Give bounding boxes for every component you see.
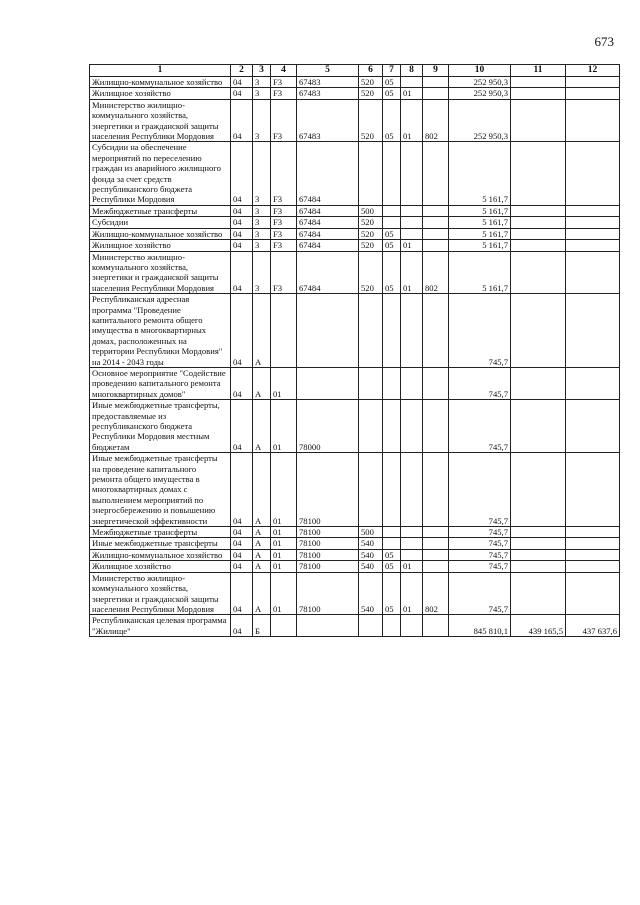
cell-col-5 — [297, 615, 359, 637]
cell-col-11 — [511, 240, 566, 251]
cell-col-5: 78100 — [297, 561, 359, 572]
cell-col-5: 78100 — [297, 453, 359, 527]
cell-col-11 — [511, 367, 566, 399]
cell-col-12 — [566, 88, 620, 99]
budget-table — [89, 64, 620, 637]
table-row — [90, 205, 620, 216]
cell-col-12 — [566, 453, 620, 527]
cell-col-2: 04 — [231, 205, 253, 216]
cell-col-2: 04 — [231, 251, 253, 294]
cell-col-7: 05 — [383, 549, 401, 560]
cell-col-3: 3 — [253, 99, 271, 142]
cell-col-5: 78100 — [297, 538, 359, 549]
cell-col-12 — [566, 142, 620, 205]
cell-col-12 — [566, 294, 620, 368]
cell-col-8 — [401, 367, 423, 399]
row-name-cell: Жилищное хозяйство — [90, 561, 231, 572]
table-row — [90, 228, 620, 239]
column-header-2: 2 — [231, 65, 253, 77]
cell-col-12 — [566, 217, 620, 228]
cell-col-3: А — [253, 294, 271, 368]
cell-col-12 — [566, 561, 620, 572]
cell-col-3: А — [253, 561, 271, 572]
cell-col-9 — [423, 615, 449, 637]
table-row — [90, 240, 620, 251]
row-name-cell: Министерство жилищно-коммунального хозяйства, энергетики и гражданской защиты населения Республики Мордовия — [90, 251, 231, 294]
cell-col-2: 04 — [231, 77, 253, 88]
cell-col-7: 05 — [383, 88, 401, 99]
cell-col-10: 252 950,3 — [449, 77, 511, 88]
row-name-cell: Иные межбюджетные трансферты — [90, 538, 231, 549]
cell-col-8: 01 — [401, 572, 423, 615]
table-row — [90, 400, 620, 453]
table-row — [90, 561, 620, 572]
table-row — [90, 142, 620, 205]
cell-col-11 — [511, 561, 566, 572]
cell-col-4: 01 — [271, 572, 297, 615]
cell-col-10: 845 810,1 — [449, 615, 511, 637]
cell-col-6: 520 — [359, 77, 383, 88]
cell-col-3: 3 — [253, 77, 271, 88]
cell-col-7: 05 — [383, 561, 401, 572]
cell-col-2: 04 — [231, 294, 253, 368]
row-name-cell: Основное мероприятие "Содействие проведению капитального ремонта многоквартирных домов" — [90, 367, 231, 399]
cell-col-10: 745,7 — [449, 527, 511, 538]
cell-col-8 — [401, 228, 423, 239]
cell-col-3: 3 — [253, 217, 271, 228]
cell-col-12 — [566, 538, 620, 549]
cell-col-11 — [511, 572, 566, 615]
table-row — [90, 367, 620, 399]
cell-col-5: 67483 — [297, 88, 359, 99]
cell-col-8 — [401, 77, 423, 88]
cell-col-9: 802 — [423, 99, 449, 142]
cell-col-2: 04 — [231, 549, 253, 560]
cell-col-4: F3 — [271, 88, 297, 99]
cell-col-10: 5 161,7 — [449, 205, 511, 216]
row-name-cell: Республиканская адресная программа "Проведение капитального ремонта общего имущества в многоквартирных домах, расположенных на территории Республики Мордовия" на 2014 - 2043 годы — [90, 294, 231, 368]
column-header-6: 6 — [359, 65, 383, 77]
cell-col-6 — [359, 615, 383, 637]
cell-col-2: 04 — [231, 240, 253, 251]
cell-col-6: 520 — [359, 217, 383, 228]
cell-col-8 — [401, 527, 423, 538]
column-header-9: 9 — [423, 65, 449, 77]
cell-col-10: 745,7 — [449, 572, 511, 615]
column-header-7: 7 — [383, 65, 401, 77]
table-row — [90, 88, 620, 99]
cell-col-11 — [511, 217, 566, 228]
cell-col-11 — [511, 251, 566, 294]
cell-col-5: 78100 — [297, 527, 359, 538]
cell-col-5: 67484 — [297, 240, 359, 251]
cell-col-11 — [511, 453, 566, 527]
row-name-cell: Министерство жилищно-коммунального хозяйства, энергетики и гражданской защиты населения Республики Мордовия — [90, 572, 231, 615]
row-name-cell: Иные межбюджетные трансферты на проведение капитального ремонта общего имущества в многоквартирных домах с выполнением мероприятий по энергосбережению и повышению энергетической эффективности — [90, 453, 231, 527]
cell-col-10: 745,7 — [449, 367, 511, 399]
cell-col-4: F3 — [271, 205, 297, 216]
table-row — [90, 527, 620, 538]
cell-col-7 — [383, 217, 401, 228]
cell-col-2: 04 — [231, 538, 253, 549]
cell-col-2: 04 — [231, 400, 253, 453]
cell-col-10: 745,7 — [449, 453, 511, 527]
row-name-cell: Жилищное хозяйство — [90, 240, 231, 251]
table-header-row — [90, 65, 620, 77]
cell-col-8: 01 — [401, 88, 423, 99]
cell-col-8: 01 — [401, 240, 423, 251]
cell-col-4: F3 — [271, 217, 297, 228]
cell-col-6: 520 — [359, 228, 383, 239]
cell-col-5: 67484 — [297, 217, 359, 228]
cell-col-5 — [297, 367, 359, 399]
cell-col-6 — [359, 400, 383, 453]
cell-col-2: 04 — [231, 615, 253, 637]
cell-col-12: 437 637,6 — [566, 615, 620, 637]
row-name-cell: Иные межбюджетные трансферты, предоставляемые из республиканского бюджета Республики Мордовия местным бюджетам — [90, 400, 231, 453]
cell-col-4 — [271, 615, 297, 637]
cell-col-6: 540 — [359, 561, 383, 572]
row-name-cell: Субсидии на обеспечение мероприятий по переселению граждан из аварийного жилищного фонда за счет средств республиканского бюджета Республики Мордовия — [90, 142, 231, 205]
cell-col-6 — [359, 367, 383, 399]
cell-col-4: F3 — [271, 228, 297, 239]
cell-col-9 — [423, 77, 449, 88]
cell-col-12 — [566, 400, 620, 453]
table-row — [90, 217, 620, 228]
cell-col-8 — [401, 549, 423, 560]
cell-col-9 — [423, 538, 449, 549]
cell-col-4: F3 — [271, 99, 297, 142]
row-name-cell: Жилищное хозяйство — [90, 88, 231, 99]
cell-col-7 — [383, 615, 401, 637]
cell-col-4: 01 — [271, 527, 297, 538]
cell-col-5: 78000 — [297, 400, 359, 453]
cell-col-8 — [401, 217, 423, 228]
cell-col-7: 05 — [383, 240, 401, 251]
table-row — [90, 453, 620, 527]
cell-col-8 — [401, 538, 423, 549]
cell-col-3: 3 — [253, 240, 271, 251]
cell-col-9 — [423, 205, 449, 216]
cell-col-7 — [383, 527, 401, 538]
table-row — [90, 572, 620, 615]
table-row — [90, 77, 620, 88]
cell-col-6: 540 — [359, 549, 383, 560]
cell-col-11: 439 165,5 — [511, 615, 566, 637]
cell-col-4: 01 — [271, 367, 297, 399]
cell-col-4: 01 — [271, 538, 297, 549]
cell-col-11 — [511, 538, 566, 549]
page-number: 673 — [594, 34, 614, 49]
cell-col-4: F3 — [271, 142, 297, 205]
cell-col-12 — [566, 367, 620, 399]
cell-col-3: А — [253, 572, 271, 615]
column-header-12: 12 — [566, 65, 620, 77]
cell-col-5: 78100 — [297, 549, 359, 560]
cell-col-4 — [271, 294, 297, 368]
cell-col-9 — [423, 294, 449, 368]
table-row — [90, 615, 620, 637]
cell-col-3: А — [253, 538, 271, 549]
cell-col-7: 05 — [383, 228, 401, 239]
column-header-4: 4 — [271, 65, 297, 77]
cell-col-4: 01 — [271, 400, 297, 453]
cell-col-9: 802 — [423, 251, 449, 294]
cell-col-12 — [566, 251, 620, 294]
cell-col-10: 252 950,3 — [449, 88, 511, 99]
cell-col-2: 04 — [231, 453, 253, 527]
cell-col-3: 3 — [253, 251, 271, 294]
cell-col-7 — [383, 294, 401, 368]
table-row — [90, 294, 620, 368]
row-name-cell: Жилищно-коммунальное хозяйство — [90, 549, 231, 560]
cell-col-10: 5 161,7 — [449, 251, 511, 294]
cell-col-7: 05 — [383, 572, 401, 615]
cell-col-11 — [511, 527, 566, 538]
cell-col-6 — [359, 294, 383, 368]
cell-col-2: 04 — [231, 88, 253, 99]
cell-col-7: 05 — [383, 99, 401, 142]
table-row — [90, 538, 620, 549]
row-name-cell: Межбюджетные трансферты — [90, 527, 231, 538]
cell-col-5: 78100 — [297, 572, 359, 615]
cell-col-12 — [566, 205, 620, 216]
column-header-10: 10 — [449, 65, 511, 77]
cell-col-5: 67484 — [297, 228, 359, 239]
cell-col-8 — [401, 453, 423, 527]
cell-col-2: 04 — [231, 228, 253, 239]
cell-col-9 — [423, 453, 449, 527]
cell-col-6: 500 — [359, 527, 383, 538]
cell-col-6: 520 — [359, 251, 383, 294]
cell-col-6 — [359, 142, 383, 205]
column-header-11: 11 — [511, 65, 566, 77]
cell-col-11 — [511, 294, 566, 368]
cell-col-3: А — [253, 400, 271, 453]
cell-col-10: 745,7 — [449, 400, 511, 453]
cell-col-11 — [511, 549, 566, 560]
cell-col-8 — [401, 294, 423, 368]
row-name-cell: Жилищно-коммунальное хозяйство — [90, 77, 231, 88]
cell-col-2: 04 — [231, 217, 253, 228]
cell-col-4: F3 — [271, 251, 297, 294]
cell-col-5: 67484 — [297, 205, 359, 216]
cell-col-12 — [566, 77, 620, 88]
cell-col-11 — [511, 205, 566, 216]
cell-col-6: 500 — [359, 205, 383, 216]
cell-col-10: 252 950,3 — [449, 99, 511, 142]
cell-col-7 — [383, 538, 401, 549]
cell-col-9 — [423, 228, 449, 239]
cell-col-11 — [511, 99, 566, 142]
column-header-3: 3 — [253, 65, 271, 77]
table-row — [90, 99, 620, 142]
row-name-cell: Министерство жилищно-коммунального хозяйства, энергетики и гражданской защиты населения Республики Мордовия — [90, 99, 231, 142]
cell-col-6: 520 — [359, 88, 383, 99]
table-row — [90, 549, 620, 560]
cell-col-7 — [383, 367, 401, 399]
cell-col-7: 05 — [383, 77, 401, 88]
cell-col-10: 745,7 — [449, 538, 511, 549]
cell-col-5: 67483 — [297, 77, 359, 88]
cell-col-9: 802 — [423, 572, 449, 615]
cell-col-5: 67484 — [297, 142, 359, 205]
cell-col-6: 540 — [359, 538, 383, 549]
cell-col-8: 01 — [401, 99, 423, 142]
row-name-cell: Жилищно-коммунальное хозяйство — [90, 228, 231, 239]
column-header-1: 1 — [90, 65, 231, 77]
cell-col-10: 5 161,7 — [449, 142, 511, 205]
cell-col-12 — [566, 572, 620, 615]
cell-col-3: Б — [253, 615, 271, 637]
table-row — [90, 251, 620, 294]
cell-col-3: 3 — [253, 228, 271, 239]
cell-col-10: 745,7 — [449, 549, 511, 560]
cell-col-8 — [401, 615, 423, 637]
cell-col-12 — [566, 99, 620, 142]
cell-col-2: 04 — [231, 561, 253, 572]
cell-col-9 — [423, 217, 449, 228]
cell-col-11 — [511, 77, 566, 88]
cell-col-2: 04 — [231, 527, 253, 538]
cell-col-5 — [297, 294, 359, 368]
row-name-cell: Субсидии — [90, 217, 231, 228]
cell-col-8 — [401, 142, 423, 205]
cell-col-8 — [401, 205, 423, 216]
cell-col-10: 5 161,7 — [449, 228, 511, 239]
cell-col-9 — [423, 88, 449, 99]
cell-col-7 — [383, 400, 401, 453]
cell-col-9 — [423, 142, 449, 205]
cell-col-8 — [401, 400, 423, 453]
cell-col-12 — [566, 549, 620, 560]
cell-col-2: 04 — [231, 99, 253, 142]
row-name-cell: Республиканская целевая программа "Жилище" — [90, 615, 231, 637]
cell-col-9 — [423, 561, 449, 572]
cell-col-2: 04 — [231, 142, 253, 205]
cell-col-7 — [383, 205, 401, 216]
cell-col-11 — [511, 228, 566, 239]
cell-col-3: 3 — [253, 205, 271, 216]
column-header-8: 8 — [401, 65, 423, 77]
cell-col-9 — [423, 240, 449, 251]
cell-col-10: 5 161,7 — [449, 217, 511, 228]
cell-col-6: 520 — [359, 99, 383, 142]
column-header-5: 5 — [297, 65, 359, 77]
cell-col-4: 01 — [271, 561, 297, 572]
cell-col-7 — [383, 142, 401, 205]
cell-col-10: 745,7 — [449, 294, 511, 368]
row-name-cell: Межбюджетные трансферты — [90, 205, 231, 216]
cell-col-5: 67484 — [297, 251, 359, 294]
cell-col-12 — [566, 240, 620, 251]
cell-col-2: 04 — [231, 367, 253, 399]
cell-col-8: 01 — [401, 251, 423, 294]
cell-col-3: 3 — [253, 142, 271, 205]
cell-col-3: А — [253, 527, 271, 538]
cell-col-3: А — [253, 549, 271, 560]
cell-col-4: 01 — [271, 453, 297, 527]
cell-col-12 — [566, 228, 620, 239]
cell-col-11 — [511, 88, 566, 99]
cell-col-9 — [423, 400, 449, 453]
cell-col-3: 3 — [253, 88, 271, 99]
cell-col-11 — [511, 142, 566, 205]
cell-col-11 — [511, 400, 566, 453]
cell-col-6: 520 — [359, 240, 383, 251]
cell-col-9 — [423, 549, 449, 560]
cell-col-5: 67483 — [297, 99, 359, 142]
cell-col-4: F3 — [271, 240, 297, 251]
cell-col-10: 745,7 — [449, 561, 511, 572]
cell-col-9 — [423, 527, 449, 538]
cell-col-8: 01 — [401, 561, 423, 572]
cell-col-10: 5 161,7 — [449, 240, 511, 251]
cell-col-2: 04 — [231, 572, 253, 615]
cell-col-3: А — [253, 367, 271, 399]
cell-col-6: 540 — [359, 572, 383, 615]
cell-col-6 — [359, 453, 383, 527]
cell-col-7: 05 — [383, 251, 401, 294]
cell-col-4: 01 — [271, 549, 297, 560]
cell-col-12 — [566, 527, 620, 538]
cell-col-7 — [383, 453, 401, 527]
cell-col-4: F3 — [271, 77, 297, 88]
cell-col-9 — [423, 367, 449, 399]
cell-col-3: А — [253, 453, 271, 527]
